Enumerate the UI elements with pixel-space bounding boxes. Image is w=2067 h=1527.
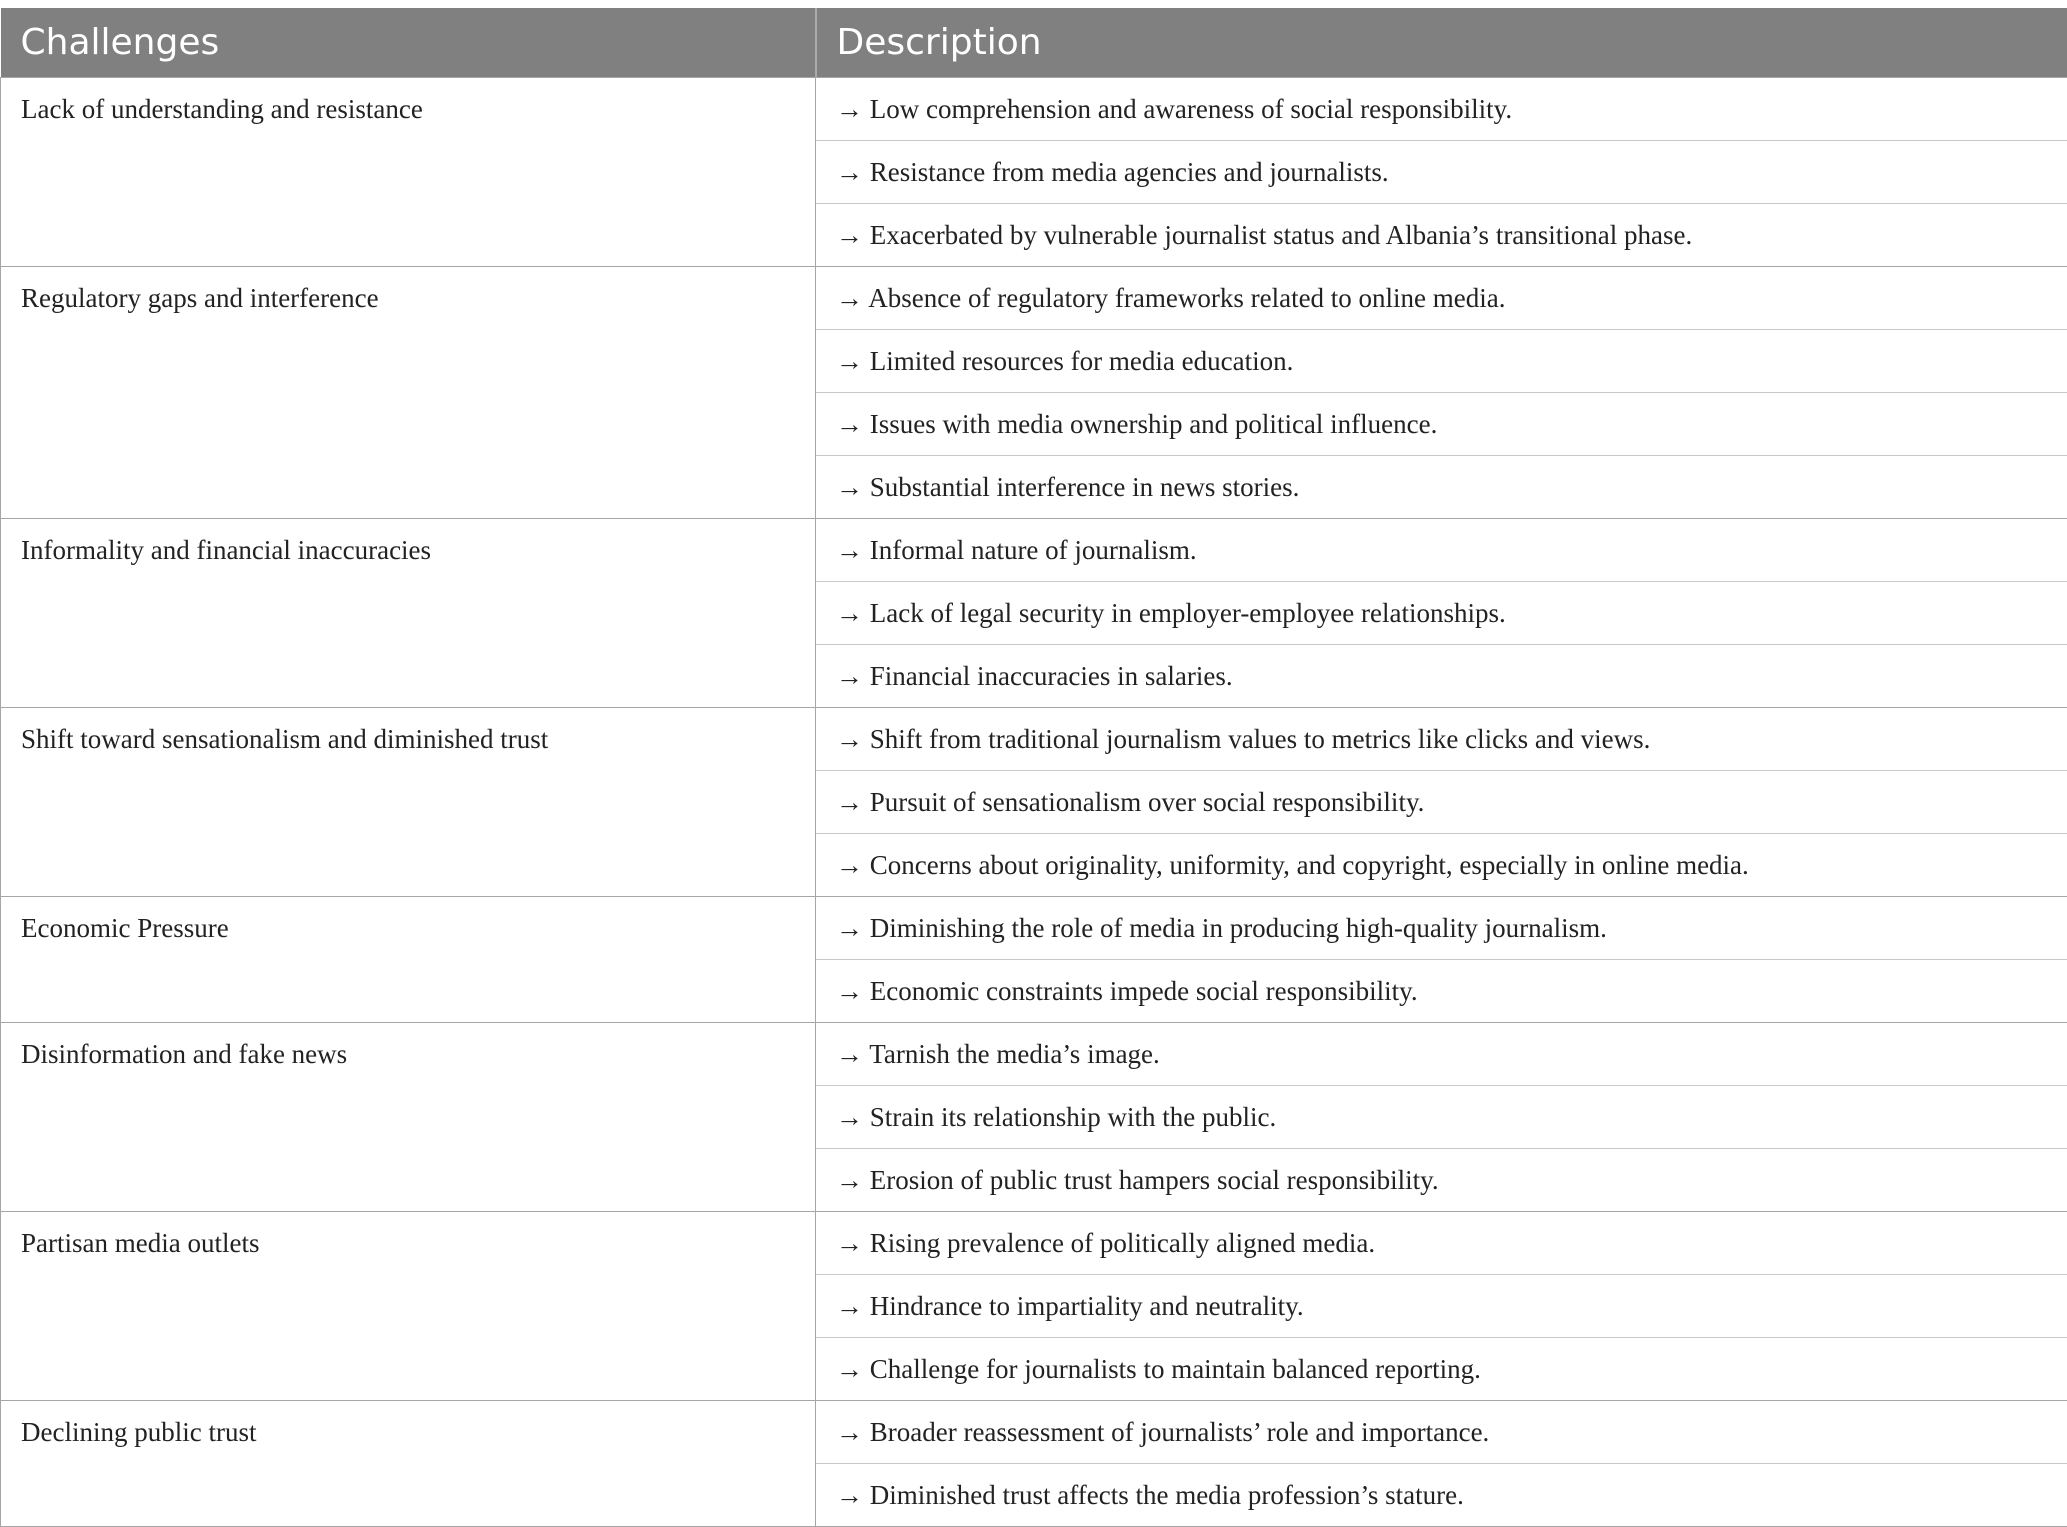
description-cell: → Absence of regulatory frameworks related to online media. — [816, 266, 2067, 329]
table-row — [1, 1211, 2067, 1274]
description-cell: → Informal nature of journalism. — [816, 518, 2067, 581]
table-row — [1, 77, 2067, 140]
table-row — [1, 707, 2067, 770]
challenge-cell: Shift toward sensationalism and diminished trust — [1, 707, 816, 896]
description-cell: → Issues with media ownership and political influence. — [816, 392, 2067, 455]
table-row — [1, 518, 2067, 581]
header-row — [1, 8, 2067, 77]
challenge-cell: Informality and financial inaccuracies — [1, 518, 816, 707]
description-cell: → Concerns about originality, uniformity, and copyright, especially in online media. — [816, 833, 2067, 896]
challenge-cell: Declining public trust — [1, 1400, 816, 1526]
description-cell: → Challenge for journalists to maintain balanced reporting. — [816, 1337, 2067, 1400]
table-body — [1, 77, 2067, 1526]
description-cell: → Strain its relationship with the public. — [816, 1085, 2067, 1148]
header-description: Description — [816, 8, 2067, 77]
table-row — [1, 1022, 2067, 1085]
table-row — [1, 1400, 2067, 1463]
table-header — [1, 8, 2067, 77]
description-cell: → Low comprehension and awareness of social responsibility. — [816, 77, 2067, 140]
description-cell: → Shift from traditional journalism values to metrics like clicks and views. — [816, 707, 2067, 770]
challenge-cell: Disinformation and fake news — [1, 1022, 816, 1211]
challenge-cell: Partisan media outlets — [1, 1211, 816, 1400]
table-row — [1, 266, 2067, 329]
description-cell: → Financial inaccuracies in salaries. — [816, 644, 2067, 707]
challenge-cell: Economic Pressure — [1, 896, 816, 1022]
description-cell: → Limited resources for media education. — [816, 329, 2067, 392]
header-challenges: Challenges — [1, 8, 816, 77]
description-cell: → Broader reassessment of journalists’ role and importance. — [816, 1400, 2067, 1463]
description-cell: → Lack of legal security in employer-employee relationships. — [816, 581, 2067, 644]
description-cell: → Pursuit of sensationalism over social responsibility. — [816, 770, 2067, 833]
challenges-table — [0, 8, 2067, 1527]
description-cell: → Diminished trust affects the media profession’s stature. — [816, 1463, 2067, 1526]
description-cell: → Resistance from media agencies and journalists. — [816, 140, 2067, 203]
challenge-cell: Regulatory gaps and interference — [1, 266, 816, 518]
description-cell: → Diminishing the role of media in producing high-quality journalism. — [816, 896, 2067, 959]
description-cell: → Substantial interference in news stories. — [816, 455, 2067, 518]
description-cell: → Rising prevalence of politically aligned media. — [816, 1211, 2067, 1274]
table-row — [1, 896, 2067, 959]
description-cell: → Exacerbated by vulnerable journalist status and Albania’s transitional phase. — [816, 203, 2067, 266]
description-cell: → Tarnish the media’s image. — [816, 1022, 2067, 1085]
challenge-cell: Lack of understanding and resistance — [1, 77, 816, 266]
description-cell: → Erosion of public trust hampers social responsibility. — [816, 1148, 2067, 1211]
description-cell: → Hindrance to impartiality and neutrality. — [816, 1274, 2067, 1337]
description-cell: → Economic constraints impede social responsibility. — [816, 959, 2067, 1022]
